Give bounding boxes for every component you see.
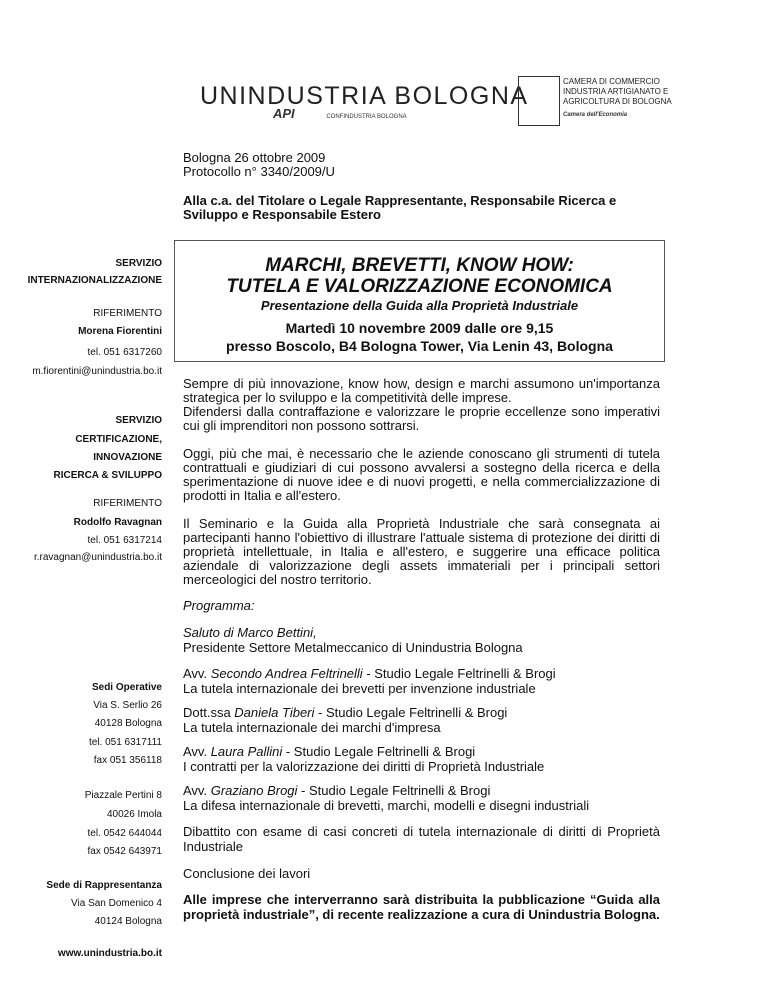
sedi-2-tel: tel. 0542 644044 bbox=[87, 828, 162, 839]
service-1-ref: RIFERIMENTO bbox=[93, 308, 162, 319]
service-1-name: INTERNAZIONALIZZAZIONE bbox=[27, 275, 162, 286]
recipient-line-1: Alla c.a. del Titolare o Legale Rappresentante, Responsabile Ricerca e bbox=[183, 193, 617, 208]
body-paragraph-1: Sempre di più innovazione, know how, design e marchi assumono un'importanza strategica per lo sviluppo e la competitività delle imprese. Difendersi dalla contraffazione e valorizzare le proprie eccellenze sono imperativi cui gli imprenditori non possono sottrarsi. bbox=[183, 376, 660, 433]
event-venue: presso Boscolo, B4 Bologna Tower, Via Lenin 43, Bologna bbox=[226, 338, 613, 354]
program-debate: Dibattito con esame di casi concreti di tutela internazionale di diritti di Proprietà Industriale bbox=[183, 824, 660, 854]
service-1-person: Morena Fiorentini bbox=[78, 326, 162, 337]
confindustria-logo: CONFINDUSTRIA BOLOGNA bbox=[326, 114, 407, 120]
program-final-note: Alle imprese che interverranno sarà distribuita la pubblicazione “Guida alla proprietà industriale”, di recente realizzazione a cura di Unindustria Bologna. bbox=[183, 892, 660, 922]
event-title-1: MARCHI, BREVETTI, KNOW HOW: bbox=[265, 255, 574, 276]
service-2-name-1: CERTIFICAZIONE, bbox=[75, 434, 162, 445]
service-1-tel: tel. 051 6317260 bbox=[87, 347, 162, 358]
program-item: Avv. Laura Pallini - Studio Legale Feltrinelli & Brogi I contratti per la valorizzazione dei diritti di Proprietà Industriale bbox=[183, 744, 545, 774]
event-box bbox=[174, 240, 665, 362]
service-2-email[interactable]: r.ravagnan@unindustria.bo.it bbox=[33, 552, 162, 563]
letter-protocol: Protocollo n° 3340/2009/U bbox=[183, 164, 335, 179]
service-1-email[interactable]: m.fiorentini@unindustria.bo.it bbox=[32, 366, 162, 377]
camera-commercio-name: CAMERA DI COMMERCIO INDUSTRIA ARTIGIANATO E AGRICOLTURA DI BOLOGNA bbox=[563, 77, 672, 106]
program-item: Dott.ssa Daniela Tiberi - Studio Legale Feltrinelli & Brogi La tutela internazionale dei marchi d'impresa bbox=[183, 705, 508, 735]
website-link[interactable]: www.unindustria.bo.it bbox=[57, 948, 162, 959]
program-closing: Conclusione dei lavori bbox=[183, 866, 311, 881]
event-subtitle: Presentazione della Guida alla Proprietà Industriale bbox=[260, 298, 579, 313]
service-2-person: Rodolfo Ravagnan bbox=[73, 517, 162, 528]
body-paragraph-2: Oggi, più che mai, è necessario che le aziende conoscano gli strumenti di tutela contrattuali e giudiziari di cui possono avvalersi a sostegno della ricerca e della sperimentazione di nuove idee e di nuovi progetti, e nella commercializzazione di prodotti in Italia e all'estero. bbox=[183, 446, 660, 503]
sedi-2-city: 40026 Imola bbox=[106, 809, 162, 820]
sedi-2-fax: fax 0542 643971 bbox=[87, 846, 162, 857]
recipient-line-2: Sviluppo e Responsabile Estero bbox=[183, 207, 381, 222]
sedi-1-tel: tel. 051 6317111 bbox=[88, 737, 162, 748]
letter-date: Bologna 26 ottobre 2009 bbox=[183, 150, 326, 165]
service-2-name-2: INNOVAZIONE bbox=[93, 452, 162, 463]
event-title-2: TUTELA E VALORIZZAZIONE ECONOMICA bbox=[226, 276, 613, 297]
api-logo: API bbox=[273, 106, 295, 121]
service-2-name-3: RICERCA & SVILUPPO bbox=[53, 470, 162, 481]
program-item: Saluto di Marco Bettini, Presidente Settore Metalmeccanico di Unindustria Bologna bbox=[183, 625, 523, 655]
sedi-1-city: 40128 Bologna bbox=[94, 718, 162, 729]
service-2-label: SERVIZIO bbox=[115, 415, 162, 426]
program-heading: Programma: bbox=[183, 598, 255, 613]
sedi-1-address: Via S. Serlio 26 bbox=[93, 700, 162, 711]
sedi-title: Sedi Operative bbox=[91, 682, 162, 693]
service-1-label: SERVIZIO bbox=[115, 258, 162, 269]
service-2-ref: RIFERIMENTO bbox=[93, 498, 162, 509]
event-date: Martedì 10 novembre 2009 dalle ore 9,15 bbox=[285, 320, 554, 336]
sedi-2-address: Piazzale Pertini 8 bbox=[84, 790, 162, 801]
camera-commercio-seal bbox=[518, 76, 560, 126]
body-paragraph-3: Il Seminario e la Guida alla Proprietà Industriale che sarà consegnata ai partecipanti hanno l'obiettivo di illustrare l'attuale sistema di protezione dei diritti di proprietà intellettuale, in Italia e all'estero, e suggerire una efficace politica aziendale di valorizzazione degli assets immateriali per i principali settori merceologici del nostro territorio. bbox=[183, 516, 660, 587]
rappresentanza-city: 40124 Bologna bbox=[94, 916, 162, 927]
service-2-tel: tel. 051 6317214 bbox=[87, 535, 162, 546]
rappresentanza-address: Via San Domenico 4 bbox=[71, 898, 162, 909]
rappresentanza-title: Sede di Rappresentanza bbox=[46, 880, 162, 891]
program-item: Avv. Secondo Andrea Feltrinelli - Studio Legale Feltrinelli & Brogi La tutela internazionale dei brevetti per invenzione industriale bbox=[183, 666, 556, 696]
camera-economia: Camera dell'Economia bbox=[563, 112, 628, 118]
partner-logos bbox=[273, 106, 407, 121]
unindustria-logo: UNINDUSTRIA BOLOGNA bbox=[200, 82, 529, 110]
sedi-1-fax: fax 051 356118 bbox=[93, 755, 162, 766]
program-item: Avv. Graziano Brogi - Studio Legale Feltrinelli & Brogi La difesa internazionale di brevetti, marchi, modelli e disegni industriali bbox=[183, 783, 590, 813]
